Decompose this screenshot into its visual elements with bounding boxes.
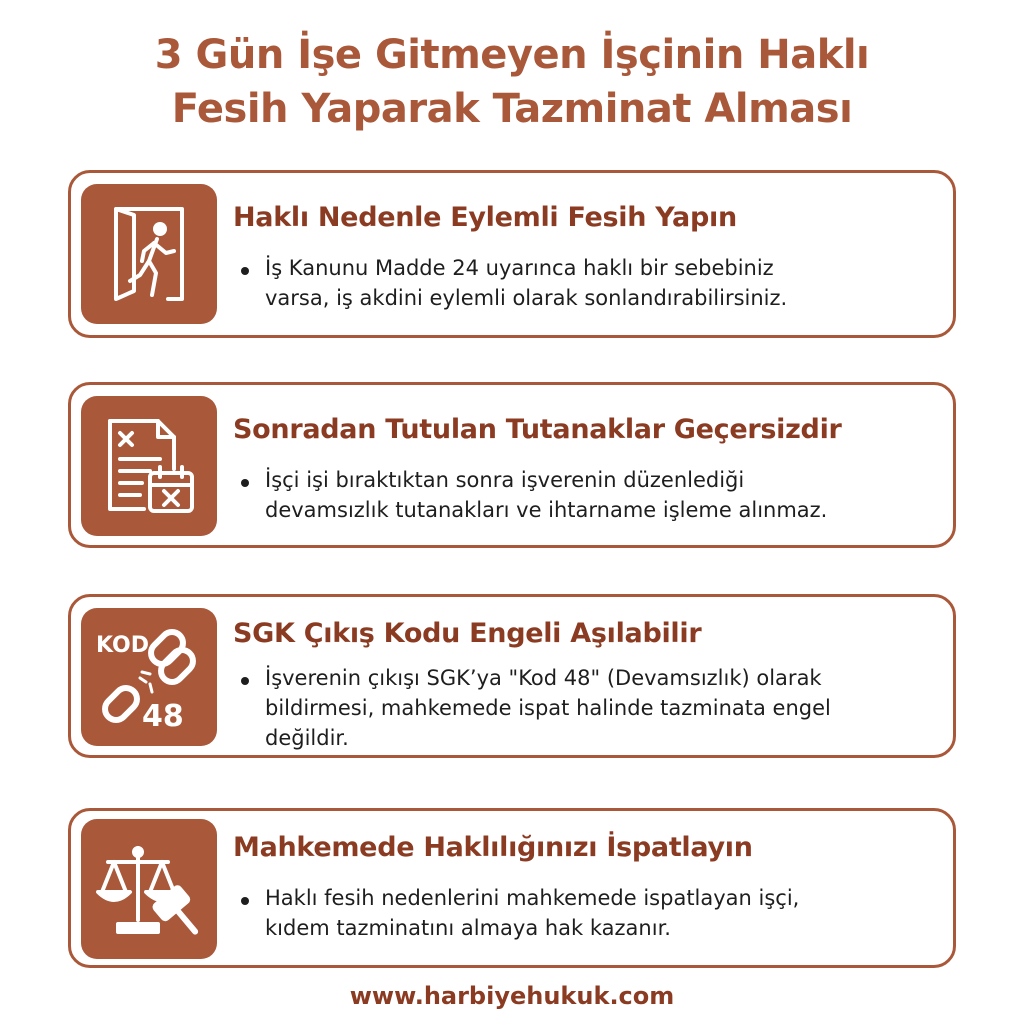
- card-text: [265, 253, 787, 313]
- bullet-dot: [241, 677, 249, 685]
- card-text-line: değildir.: [265, 726, 349, 750]
- card-text-line: bildirmesi, mahkemede ispat halinde tazminata engel: [265, 696, 831, 720]
- card-text: [265, 663, 831, 753]
- card-bullet: [241, 253, 939, 313]
- card-text: [265, 883, 799, 943]
- card-bullet: [241, 663, 939, 753]
- card-heading: Mahkemede Haklılığınızı İspatlayın: [233, 832, 753, 863]
- broken-chain-code-icon: [81, 608, 217, 746]
- card-heading: Sonradan Tutulan Tutanaklar Geçersizdir: [233, 414, 842, 445]
- page-title: [0, 28, 1024, 136]
- card-text-line: Haklı fesih nedenlerini mahkemede ispatlayan işçi,: [265, 886, 800, 910]
- kod-text: KOD: [96, 633, 150, 658]
- info-card-sgk-kodu: [68, 594, 956, 758]
- bullet-dot: [241, 479, 249, 487]
- info-card-tutanaklar: [68, 382, 956, 548]
- card-heading: Haklı Nedenle Eylemli Fesih Yapın: [233, 202, 737, 233]
- scales-gavel-icon: [81, 819, 217, 959]
- 48-text: 48: [142, 699, 184, 732]
- card-text-line: devamsızlık tutanakları ve ihtarname işleme alınmaz.: [265, 498, 828, 522]
- card-text-line: varsa, iş akdini eylemli olarak sonlandırabilirsiniz.: [265, 286, 788, 310]
- exit-door-icon: [81, 184, 217, 324]
- title-line-1: 3 Gün İşe Gitmeyen İşçinin Haklı: [154, 32, 870, 78]
- info-card-eylemli-fesih: [68, 170, 956, 338]
- card-bullet: [241, 883, 939, 943]
- card-text-line: İşverenin çıkışı SGK’ya "Kod 48" (Devamsızlık) olarak: [265, 666, 822, 690]
- document-calendar-cross-icon: [81, 396, 217, 536]
- card-text-line: İş Kanunu Madde 24 uyarınca haklı bir sebebiniz: [265, 256, 774, 280]
- info-card-ispat: [68, 808, 956, 968]
- card-bullet: [241, 465, 939, 525]
- card-text-line: İşçi işi bıraktıktan sonra işverenin düzenlediği: [265, 468, 745, 492]
- bullet-dot: [241, 897, 249, 905]
- card-heading: SGK Çıkış Kodu Engeli Aşılabilir: [233, 618, 702, 649]
- title-line-2: Fesih Yaparak Tazminat Alması: [171, 86, 853, 132]
- card-text-line: kıdem tazminatını almaya hak kazanır.: [265, 916, 671, 940]
- card-text: [265, 465, 827, 525]
- footer-website-link[interactable]: www.harbiyehukuk.com: [349, 982, 675, 1010]
- bullet-dot: [241, 267, 249, 275]
